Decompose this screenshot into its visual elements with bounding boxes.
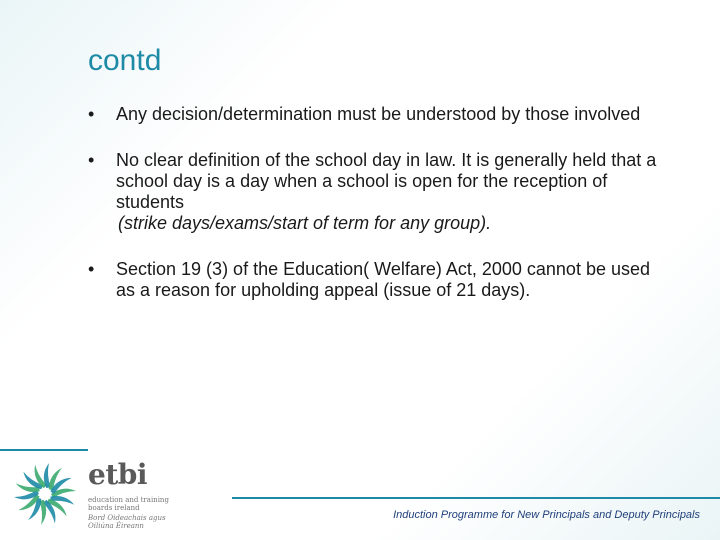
bullet-marker: • bbox=[88, 259, 95, 279]
logo-wordmark: etbi bbox=[88, 458, 147, 491]
bullet-list bbox=[88, 104, 668, 301]
logo-line-4: Oiliúna Éireann bbox=[88, 522, 144, 530]
bullet-text: Any decision/determination must be understood by those involved bbox=[116, 104, 641, 124]
footer-text: Induction Programme for New Principals and Deputy Principals bbox=[393, 509, 700, 521]
bullet-marker: • bbox=[88, 104, 95, 124]
bullet-marker: • bbox=[88, 150, 95, 170]
logo-line-1: education and training bbox=[88, 496, 169, 504]
bullet-item bbox=[88, 150, 668, 234]
bullet-item bbox=[88, 259, 668, 301]
logo-line-3: Bord Oideachais agus bbox=[88, 514, 166, 522]
logo-line-2: boards ireland bbox=[88, 504, 140, 512]
bullet-item bbox=[88, 104, 668, 125]
decorative-rule-left bbox=[0, 449, 88, 451]
etbi-logo bbox=[8, 456, 198, 536]
bullet-note: (strike days/exams/start of term for any group). bbox=[118, 213, 492, 233]
etbi-swirl-logo-icon bbox=[8, 456, 82, 532]
bullet-text: No clear definition of the school day in law. It is generally held that a school day is a day when a school is open for the reception of students bbox=[116, 150, 657, 212]
bullet-text: Section 19 (3) of the Education( Welfare) Act, 2000 cannot be used as a reason for upholding appeal (issue of 21 days). bbox=[116, 259, 650, 300]
slide-title: contd bbox=[88, 44, 162, 77]
decorative-rule-footer bbox=[232, 497, 720, 499]
